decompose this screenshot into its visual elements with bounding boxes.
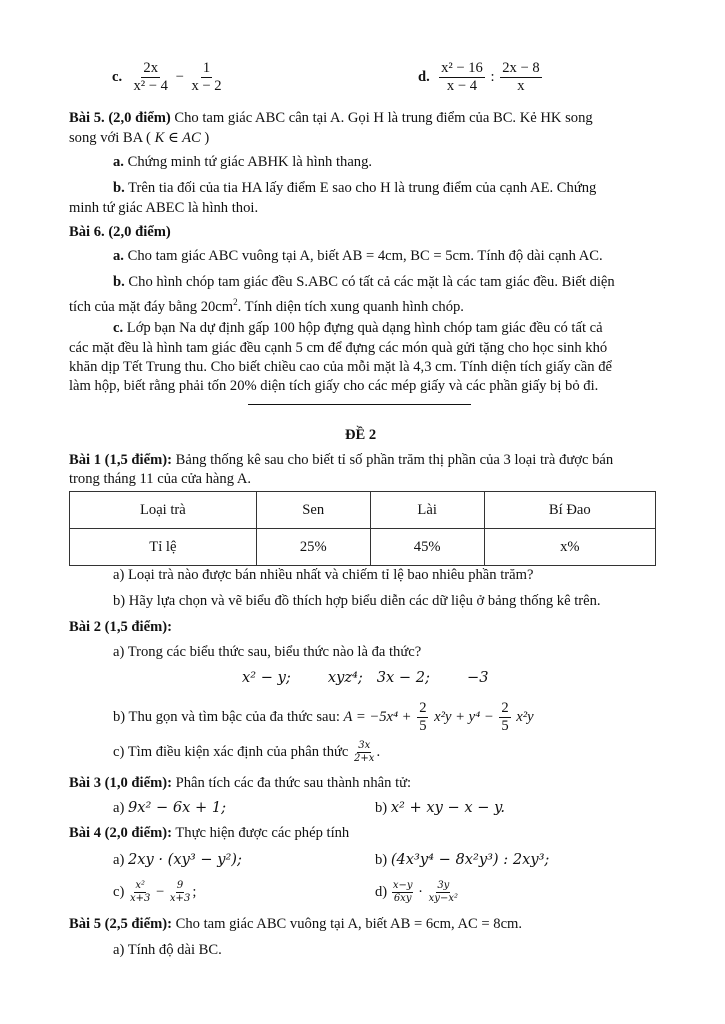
math: x²y + y⁴ − [434, 708, 498, 725]
fraction [499, 700, 510, 735]
d2bai3-part-a [113, 798, 226, 818]
bai4-part-d: d. $\frac{\text{x² − 16}}{x - 4}$ : $\frac{2x - 8}{x}$ [418, 60, 540, 94]
fraction [417, 700, 428, 735]
denominator: xy−x² [428, 893, 458, 904]
part-text: làm hộp, biết rằng phải tốn 20% diện tích giấy cho các mép giấy và các phần giấy bị bỏ đi. [69, 378, 599, 394]
question-title: Bài 6. (2,0 điểm) [69, 224, 171, 240]
part-label: a) [113, 800, 128, 816]
punctuation: ; [192, 883, 197, 900]
text: . Tính diện tích xung quanh hình chóp. [237, 298, 464, 315]
part-label: b. [113, 180, 125, 196]
bai5-part-a [113, 152, 372, 172]
question-text: Cho tam giác ABC vuông tại A, biết AB = 6cm, AC = 8cm. [171, 916, 523, 932]
operator: · [414, 883, 427, 900]
question-title: Bài 5 (2,5 điểm): [69, 916, 172, 932]
d2bai4-part-b [375, 850, 549, 870]
denominator: 6xy [393, 893, 412, 904]
numerator: 2 [419, 700, 427, 716]
fraction [353, 740, 375, 765]
part-text: Cho tam giác ABC vuông tại A, biết AB = 4cm, BC = 5cm. Tính độ dài cạnh AC. [123, 248, 603, 264]
denominator: x+3 [169, 893, 191, 904]
part-text: Trên tia đối của tia HA lấy điểm E sao cho H là trung điểm của cạnh AE. Chứng [124, 180, 597, 196]
d2bai3-title [69, 773, 411, 793]
bai4-part-c: c. $\frac{2x}{\text{x² − 4}}$ − $\frac{1}{x - 2}$ [112, 60, 222, 94]
part-label: c. [112, 68, 123, 85]
bai6-part-b [113, 272, 615, 292]
bai6-part-b-cont [69, 292, 464, 317]
numerator: 2 [501, 700, 509, 716]
part-label: c) [113, 883, 128, 900]
table-cell: Loại trà [70, 492, 257, 529]
numerator: x² [135, 880, 146, 891]
denominator: 5 [501, 718, 509, 734]
text: ) [200, 130, 210, 146]
part-text: Cho hình chóp tam giác đều S.ABC có tất cả các mặt là các tam giác đều. Biết diện [124, 274, 615, 290]
numerator: 1 [202, 60, 211, 76]
question-title: Bài 4 (2,0 điểm): [69, 825, 172, 841]
d2bai4-title [69, 823, 349, 843]
d2bai1-part-a [113, 565, 533, 585]
denominator: x² − 4 [133, 78, 168, 94]
d2bai2-part-b [113, 700, 534, 735]
d2bai3-part-b [375, 798, 505, 818]
denominator: x − 4 [446, 78, 478, 94]
part-text: a) Loại trà nào được bán nhiều nhất và chiếm tỉ lệ bao nhiêu phần trăm? [113, 567, 534, 583]
heading: ĐỀ 2 [345, 427, 377, 443]
exam-title [345, 425, 376, 445]
table-cell: x% [484, 529, 655, 566]
numerator: 3x [358, 740, 371, 751]
question-text: Bảng thống kê sau cho biết tỉ số phần trăm thị phần của 3 loại trà được bán [171, 452, 614, 468]
bai6-part-c-cont2 [69, 357, 612, 377]
math: x²y [516, 708, 534, 725]
d2bai1-line1 [69, 450, 613, 470]
bai6-part-c-cont1 [69, 338, 607, 358]
part-text: c) Tìm điều kiện xác định của phân thức [113, 743, 353, 760]
math: K ∈ AC [154, 130, 201, 146]
d2bai5-part-a [113, 940, 222, 960]
part-label: a. [113, 248, 124, 264]
question-text: Phân tích các đa thức sau thành nhân tử: [171, 775, 412, 791]
table-header-row [70, 492, 656, 529]
bai5-line2 [69, 128, 209, 148]
text: song với BA ( [69, 130, 155, 146]
numerator: 2x [143, 60, 158, 76]
question-text: trong tháng 11 của cửa hàng A. [69, 471, 252, 487]
part-text: khăn dịp Tết Trung thu. Cho biết chiều cao của mỗi mặt là 4,3 cm. Tính diện tích giấy cần để [69, 359, 612, 375]
part-label: b. [113, 274, 125, 290]
question-text: Thực hiện được các phép tính [171, 825, 350, 841]
fraction [131, 60, 170, 95]
bai6-title [69, 222, 171, 242]
part-text: b) Thu gọn và tìm bậc của đa thức sau: [113, 708, 344, 725]
part-text: minh tứ giác ABEC là hình thoi. [69, 200, 259, 216]
superscript: 2 [233, 297, 238, 307]
d2bai1-line2 [69, 469, 251, 489]
math: x² + xy − x − y. [390, 799, 506, 816]
part-text: các mặt đều là hình tam giác đều cạnh 5 cm để đựng các món quà gửi tặng cho học sinh khó [69, 340, 608, 356]
part-text: Lớp bạn Na dự định gấp 100 hộp đựng quà dạng hình chóp tam giác đều có tất cả [123, 320, 603, 336]
section-divider [248, 404, 471, 405]
numerator: 3y [437, 880, 450, 891]
part-label: b) [375, 852, 391, 868]
numerator: 2x − 8 [502, 60, 540, 76]
fraction [129, 880, 151, 905]
math: 9x² − 6x + 1; [128, 799, 227, 816]
fraction [500, 60, 541, 95]
fraction [392, 880, 414, 905]
question-title: Bài 5. (2,0 điểm) [69, 110, 171, 126]
part-label: d) [375, 883, 391, 900]
expression-list: x² − y; xyz⁴; 3x − 2; −3 [242, 669, 489, 686]
d2bai2-expressions [242, 668, 489, 688]
fraction [439, 60, 485, 95]
question-text: Cho tam giác ABC cân tại A. Gọi H là trung điểm của BC. Kẻ HK song [170, 110, 593, 126]
denominator: x+3 [130, 893, 151, 904]
bai5-part-b [113, 178, 596, 198]
math: (4x³y⁴ − 8x²y³) : 2xy³; [390, 851, 550, 868]
part-label: c. [113, 320, 124, 336]
d2bai1-part-b [113, 591, 601, 611]
operator: − [152, 883, 168, 900]
fraction [189, 60, 223, 95]
d2bai2-part-a [113, 642, 421, 662]
table-cell: Lài [370, 492, 484, 529]
table-cell: 25% [256, 529, 370, 566]
denominator: x − 2 [191, 78, 222, 94]
part-text: a) Tính độ dài BC. [113, 942, 222, 958]
math: A = −5x⁴ + [343, 708, 416, 725]
numerator: x² − 16 [441, 60, 483, 76]
part-label: d. [418, 68, 430, 85]
part-text: a) Trong các biểu thức sau, biểu thức nào là đa thức? [113, 644, 422, 660]
table-cell: Bí Đao [484, 492, 655, 529]
question-title: Bài 1 (1,5 điểm): [69, 452, 172, 468]
d2bai4-part-d [375, 880, 460, 905]
bai5-part-b-cont [69, 198, 258, 218]
table-cell: 45% [370, 529, 484, 566]
fraction [428, 880, 459, 905]
part-text: b) Hãy lựa chọn và vẽ biểu đồ thích hợp biểu diễn các dữ liệu ở bảng thống kê trên. [113, 593, 601, 609]
d2bai4-part-a [113, 850, 242, 870]
question-title: Bài 3 (1,0 điểm): [69, 775, 172, 791]
part-label: a) [113, 852, 128, 868]
question-title: Bài 2 (1,5 điểm): [69, 619, 172, 635]
d2bai4-part-c [113, 880, 196, 905]
bai6-part-c-cont3 [69, 376, 598, 396]
numerator: x−y [392, 880, 413, 891]
table-row [70, 529, 656, 566]
stats-table [69, 491, 656, 566]
denominator: x [517, 78, 525, 94]
d2bai2-part-c [113, 740, 380, 765]
fraction [169, 880, 191, 905]
table-cell: Tỉ lệ [70, 529, 257, 566]
d2bai5-title [69, 914, 522, 934]
punctuation: . [376, 743, 381, 760]
part-text: Chứng minh tứ giác ABHK là hình thang. [123, 154, 373, 170]
d2bai2-title [69, 617, 172, 637]
part-label: a. [113, 154, 124, 170]
bai5-line1 [69, 108, 593, 128]
text: tích của mặt đáy bằng 20cm [69, 298, 234, 315]
denominator: 2+x [354, 753, 375, 764]
denominator: 5 [419, 718, 427, 734]
numerator: 9 [176, 880, 184, 891]
bai6-part-a [113, 246, 603, 266]
part-label: b) [375, 800, 391, 816]
table-cell: Sen [256, 492, 370, 529]
math: 2xy · (xy³ − y²); [128, 851, 242, 868]
bai6-part-c [113, 318, 603, 338]
